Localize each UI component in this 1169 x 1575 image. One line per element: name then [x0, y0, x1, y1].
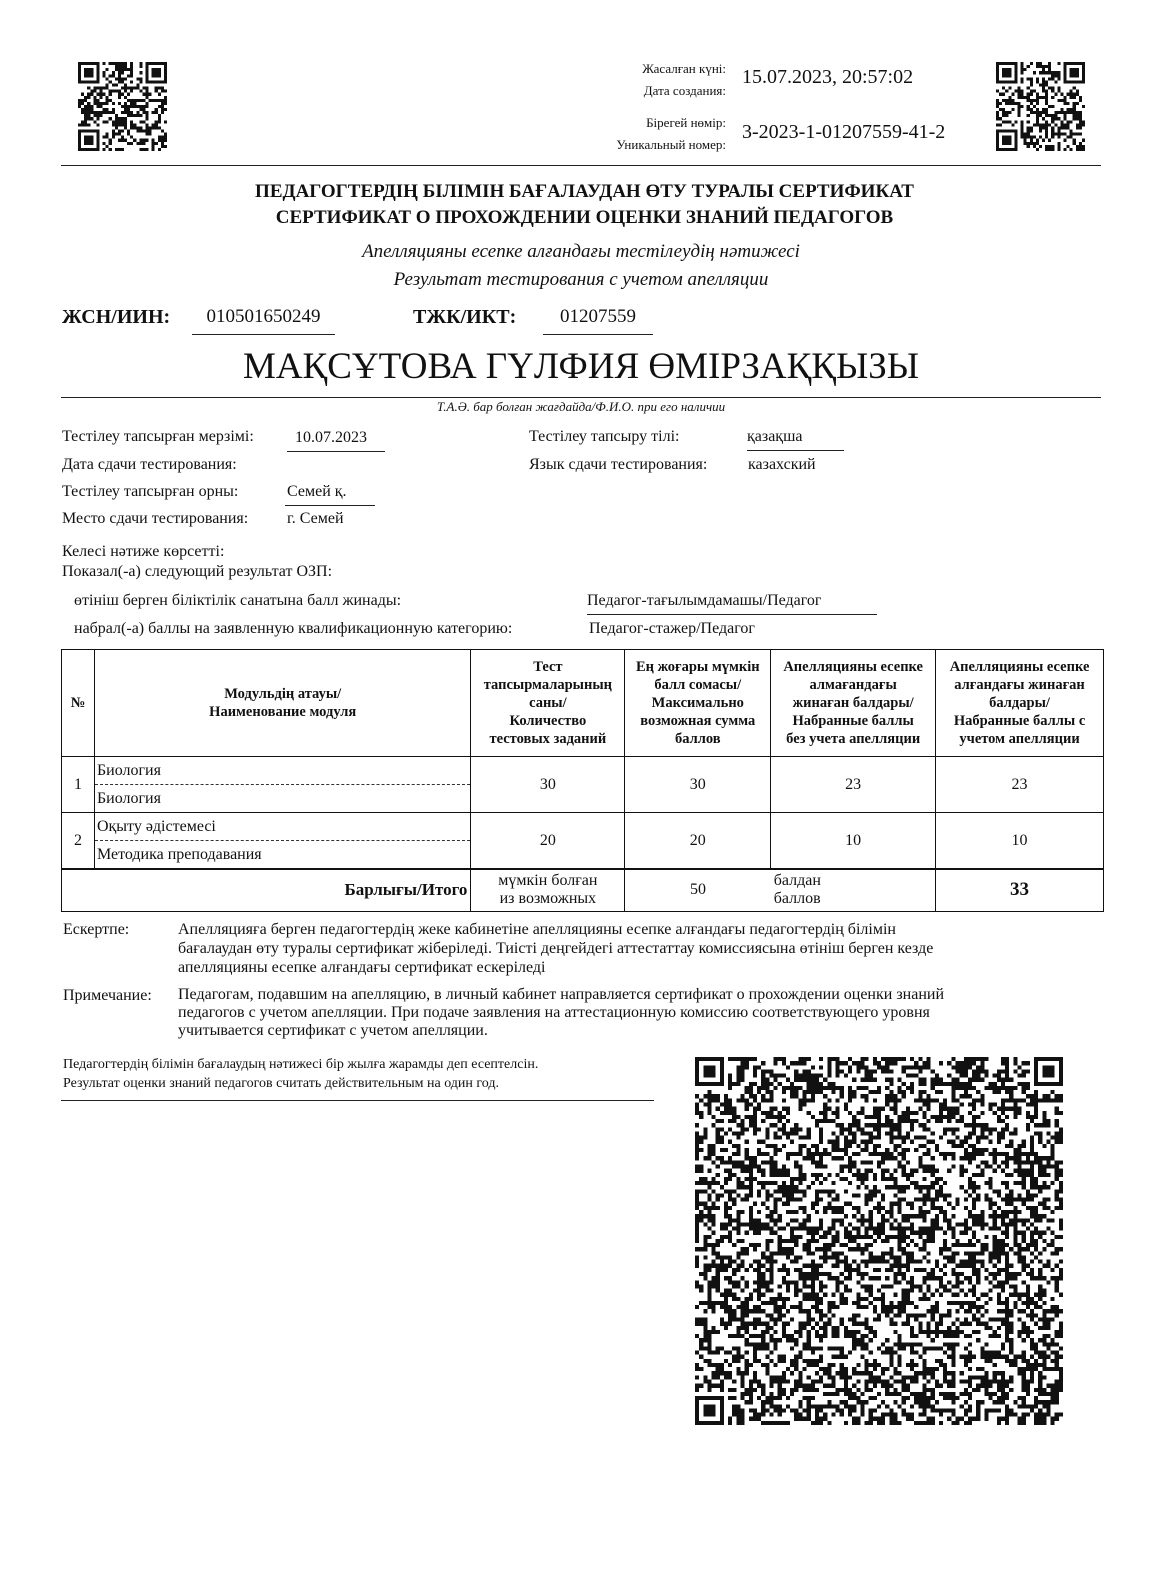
category-label-ru: набрал(-а) баллы на заявленную квалификационную категорию:	[74, 620, 513, 637]
row-number: 2	[62, 813, 95, 870]
header-with-appeal: Апелляцияны есепке алғандағы жинаған балдары/ Набранные баллы с учетом апелляции	[936, 650, 1104, 757]
module-name-cell	[94, 757, 470, 813]
created-label-kz: Жасалған күні:	[642, 61, 726, 76]
qr-code-top-right	[996, 62, 1085, 151]
created-label	[560, 58, 726, 102]
table-row	[62, 757, 1104, 813]
max-score: 30	[625, 757, 771, 813]
subtitle-ru: Результат тестирования с учетом апелляции	[393, 269, 769, 290]
total-row	[62, 869, 1104, 911]
tasks-count: 30	[471, 757, 625, 813]
row-number: 1	[62, 757, 95, 813]
table-header-row	[62, 650, 1104, 757]
score-with-appeal: 23	[936, 757, 1104, 813]
created-value: 15.07.2023, 20:57:02	[742, 66, 914, 88]
note-kz-line: Апелляцияға берген педагогтердің жеке кабинетіне апелляцияны есепке алғандағы педагогтердің білімін	[178, 921, 896, 938]
header-without-appeal: Апелляцияны есепке алмағандағы жинаған балдары/ Набранные баллы без учета апелляции	[771, 650, 936, 757]
module-name-kz: Биология	[95, 757, 470, 785]
title-block	[0, 179, 1169, 231]
place-value-ru: г. Семей	[287, 510, 344, 527]
created-label-ru: Дата создания:	[643, 83, 726, 98]
note-ru-text	[178, 986, 1098, 1040]
validity-ru: Результат оценки знаний педагогов считать действительным на один год.	[63, 1076, 500, 1091]
place-value-kz: Семей қ.	[285, 483, 375, 506]
header-max: Ең жоғары мүмкін балл сомасы/ Максимально возможная сумма баллов	[625, 650, 771, 757]
category-value-ru: Педагог-стажер/Педагог	[589, 620, 755, 637]
unique-value: 3-2023-1-01207559-41-2	[742, 121, 946, 143]
result-line-kz: Келесі нәтиже көрсетті:	[62, 543, 225, 560]
note-ru-line: Педагогам, подавшим на апелляцию, в личный кабинет направляется сертификат о прохождении оценки знаний	[178, 986, 944, 1003]
unique-label	[560, 112, 726, 156]
iin-label: ЖСН/ИИН:	[62, 306, 171, 328]
iin-value: 010501650249	[192, 306, 335, 335]
lang-value-kz: қазақша	[747, 428, 844, 451]
results-table	[61, 649, 1104, 912]
header-no: №	[62, 650, 95, 757]
date-label-ru: Дата сдачи тестирования:	[62, 456, 237, 473]
total-score: 33	[936, 869, 1104, 911]
score-without-appeal: 10	[771, 813, 936, 870]
note-ru-line: педагогов с учетом апелляции. При подаче заявления на аттестационную комиссию соответствующего уровня	[178, 1004, 930, 1021]
place-label-ru: Место сдачи тестирования:	[62, 510, 249, 527]
note-kz-line: апелляцияны есепке алғандағы сертификат ескеріледі	[178, 959, 546, 976]
note-ru-label: Примечание:	[63, 987, 152, 1004]
header-tasks: Тест тапсырмаларының саны/ Количество тестовых заданий	[471, 650, 625, 757]
category-label-kz: өтініш берген біліктілік санатына балл жинады:	[74, 592, 402, 609]
title-kz: ПЕДАГОГТЕРДІҢ БІЛІМІН БАҒАЛАУДАН ӨТУ ТУРАЛЫ СЕРТИФИКАТ	[255, 181, 914, 202]
place-label-kz: Тестілеу тапсырған орны:	[62, 483, 239, 500]
ikt-value: 01207559	[543, 306, 653, 335]
module-name-ru: Биология	[96, 790, 161, 807]
total-points-ru: баллов	[773, 890, 821, 908]
title-ru: СЕРТИФИКАТ О ПРОХОЖДЕНИИ ОЦЕНКИ ЗНАНИЙ ПЕДАГОГОВ	[275, 207, 894, 228]
module-name-ru: Методика преподавания	[96, 846, 262, 863]
total-points-label	[771, 869, 936, 911]
unique-label-kz: Бірегей нөмір:	[646, 115, 726, 130]
score-without-appeal: 23	[771, 757, 936, 813]
module-name-kz: Оқыту әдістемесі	[95, 813, 470, 841]
total-possible-kz: мүмкін болған	[498, 872, 598, 890]
note-kz-label: Ескертпе:	[63, 921, 130, 938]
total-points-kz: балдан	[773, 872, 821, 890]
total-possible-value: 50	[625, 869, 771, 911]
note-kz-text	[178, 920, 1098, 977]
module-name-cell	[94, 813, 470, 870]
person-full-name: МАҚСҰТОВА ГҮЛФИЯ ӨМІРЗАҚҚЫЗЫ	[242, 346, 920, 387]
result-line-ru: Показал(-а) следующий результат ОЗП:	[62, 563, 333, 580]
header-module: Модульдің атауы/ Наименование модуля	[94, 650, 470, 757]
header-divider	[61, 165, 1101, 166]
total-possible-ru: из возможных	[499, 890, 597, 908]
qr-code-large	[695, 1057, 1063, 1425]
total-label: Барлығы/Итого	[62, 869, 471, 911]
date-value: 10.07.2023	[287, 429, 385, 452]
subtitle-kz: Апелляцияны есепке алғандағы тестілеудің нәтижесі	[362, 241, 800, 262]
max-score: 20	[625, 813, 771, 870]
unique-label-ru: Уникальный номер:	[616, 137, 726, 152]
ikt-label: ТЖК/ИКТ:	[413, 306, 517, 328]
lang-label-kz: Тестілеу тапсыру тілі:	[529, 428, 680, 445]
table-row	[62, 813, 1104, 870]
score-with-appeal: 10	[936, 813, 1104, 870]
category-value-kz: Педагог-тағылымдамашы/Педагог	[587, 592, 877, 615]
total-possible-label	[471, 869, 625, 911]
name-caption: Т.А.Ә. бар болған жағдайда/Ф.И.О. при его наличии	[436, 399, 726, 414]
qr-code-top-left	[78, 62, 167, 151]
date-label-kz: Тестілеу тапсырған мерзімі:	[62, 428, 254, 445]
note-ru-line: учитывается сертификат с учетом апелляции.	[178, 1022, 488, 1039]
lang-value-ru: казахский	[748, 456, 816, 473]
validity-block	[63, 1055, 538, 1093]
name-divider	[61, 397, 1101, 398]
note-kz-line: бағалаудан өту туралы сертификат жіберіледі. Тиісті деңгейдегі аттестаттау комиссиясына өтініш берген кезде	[178, 940, 934, 957]
tasks-count: 20	[471, 813, 625, 870]
subtitle-block	[0, 238, 1162, 294]
lang-label-ru: Язык сдачи тестирования:	[529, 456, 708, 473]
validity-kz: Педагогтердің білімін бағалаудың нәтижесі бір жылға жарамды деп есептелсін.	[63, 1057, 539, 1072]
validity-divider	[61, 1100, 654, 1101]
